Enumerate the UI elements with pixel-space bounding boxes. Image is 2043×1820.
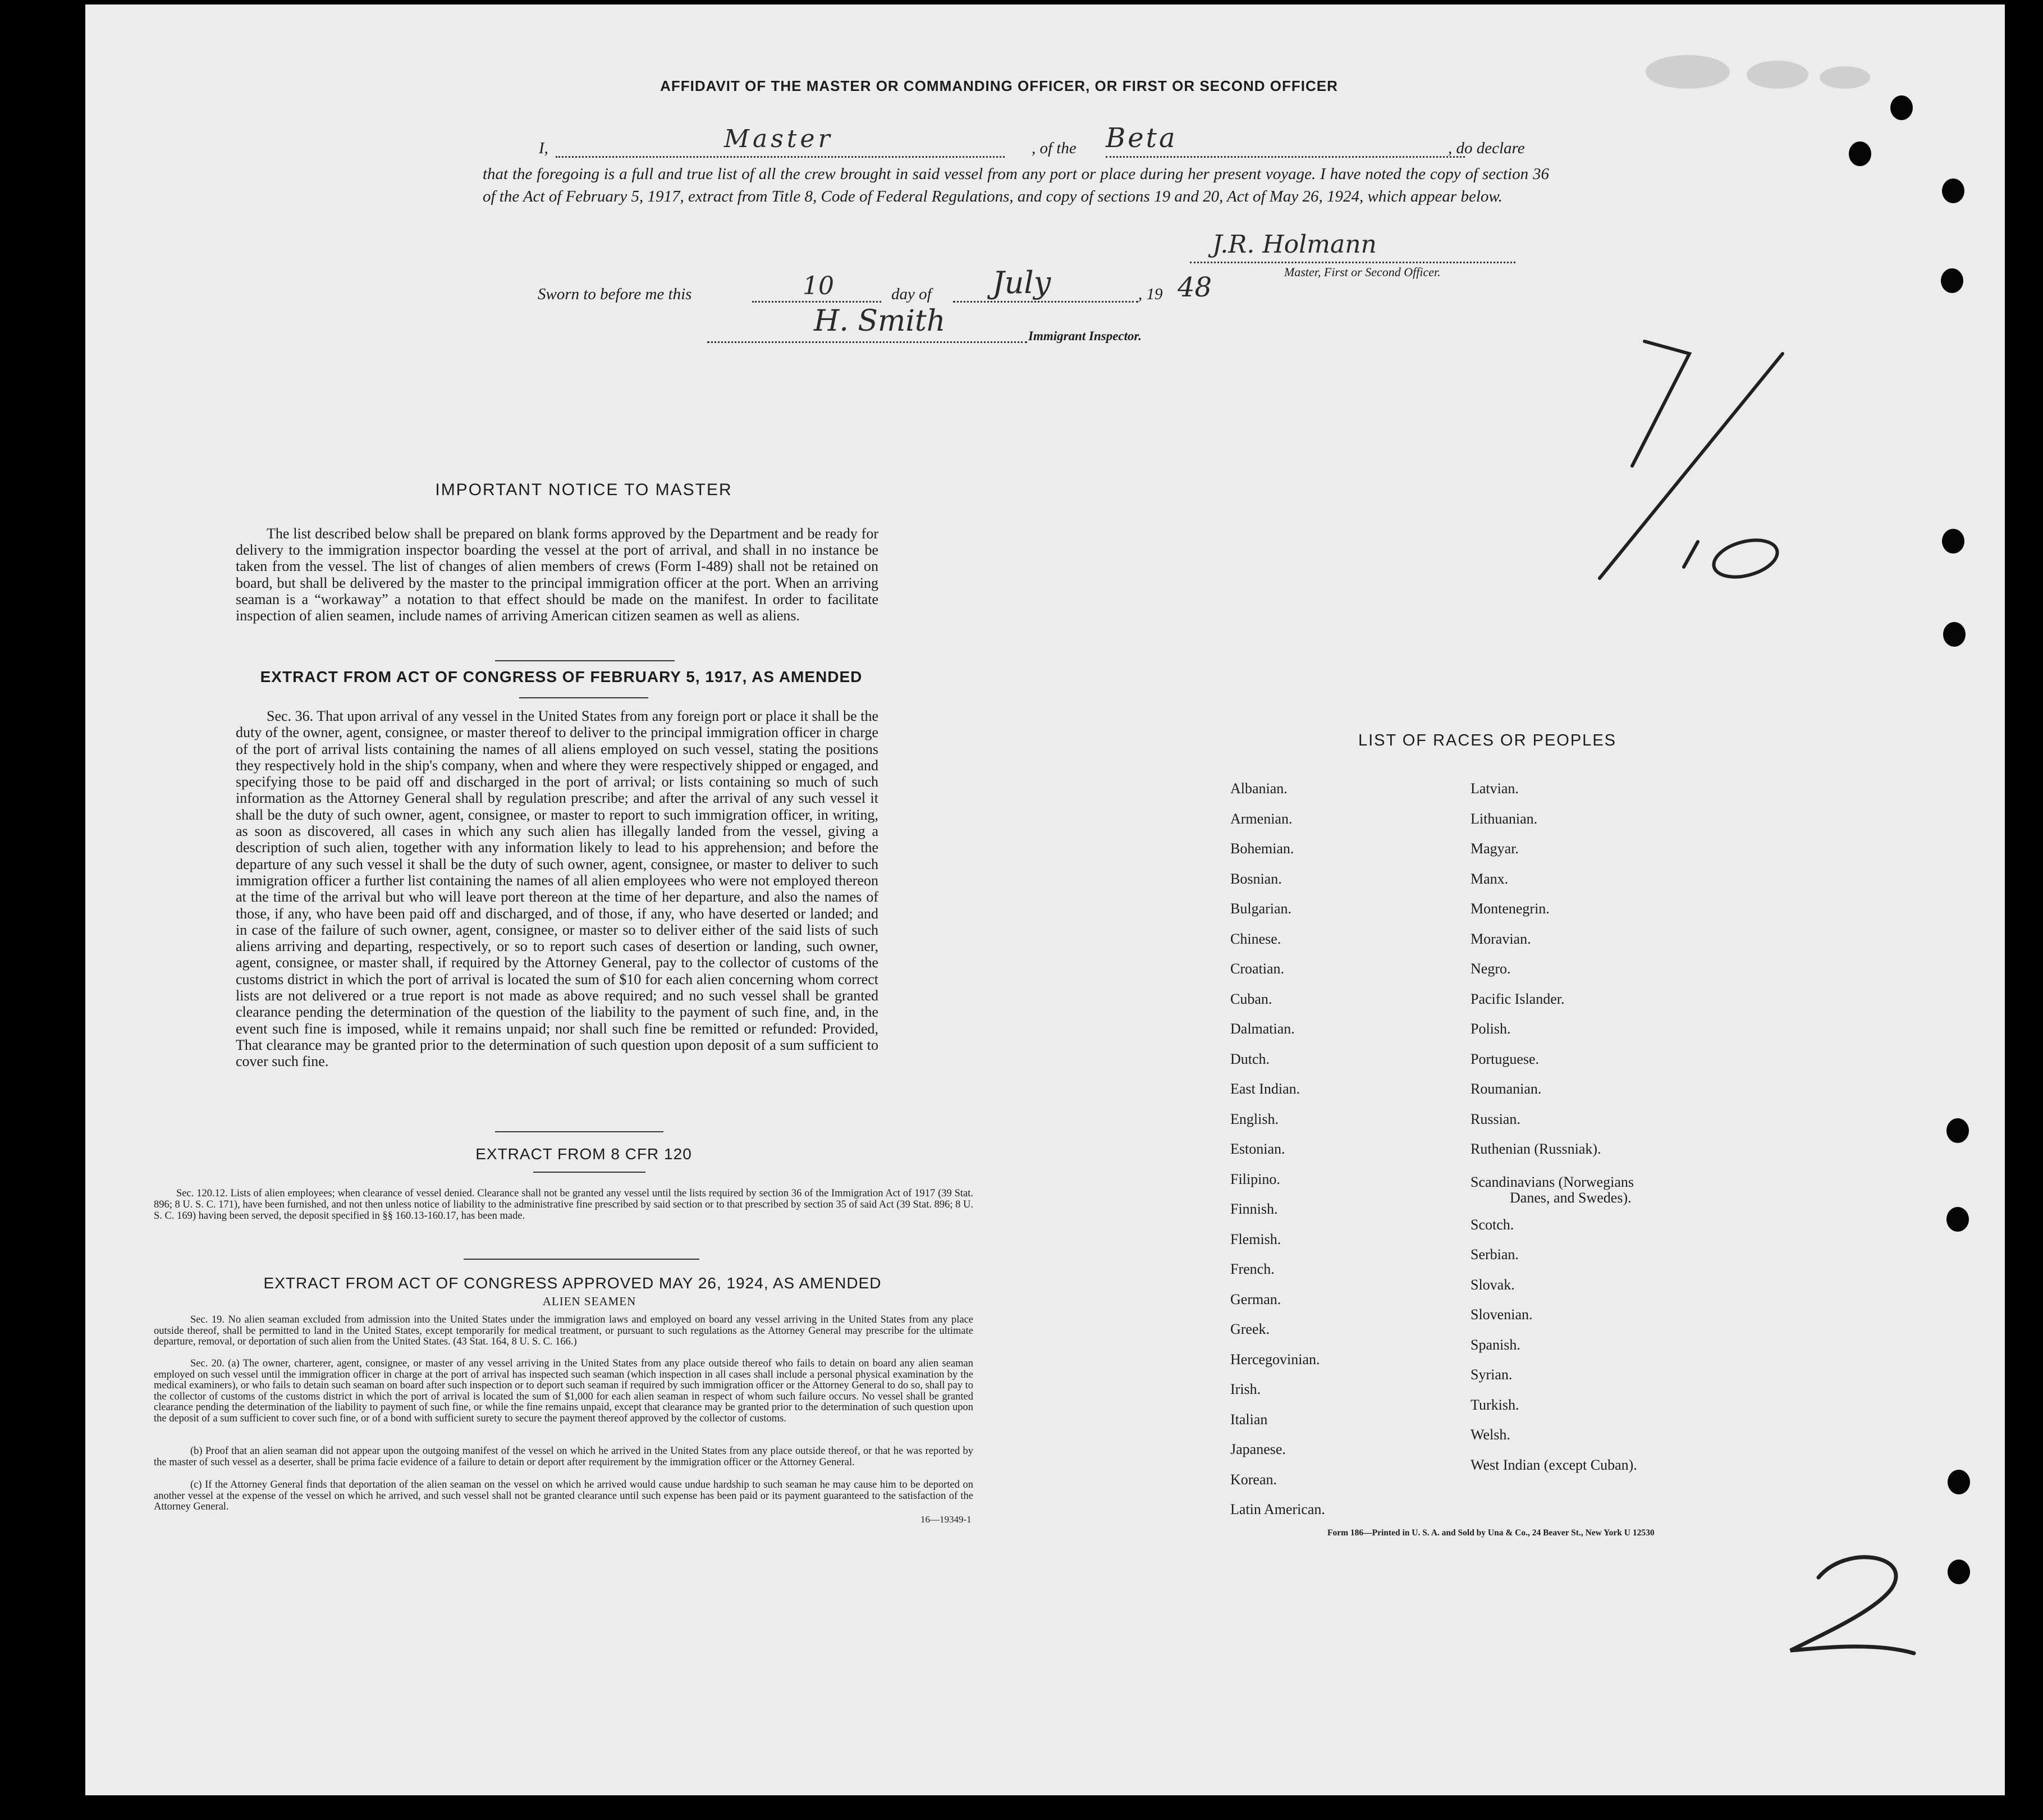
race-item: Chinese. (1230, 930, 1281, 947)
master-name-value: Master (724, 125, 833, 153)
punch-hole (1942, 179, 1964, 203)
year-value: 48 (1178, 272, 1212, 303)
races-right-column (1471, 774, 1637, 1480)
race-item: Syrian. (1471, 1366, 1513, 1383)
affidavit-body: that the foregoing is a full and true list of all the crew brought in said vessel from any port or place during her present voyage. I have noted the copy of section 36 of the Act of February 5, 1917, extract from Title 8, Code of Federal Regulations, and copy of sections 19 and 20, Act of May 26, 1924, which appear below. (483, 165, 1549, 205)
extract-1924-sec19: Sec. 19. No alien seaman excluded from admission into the United States under the immigration laws and employed on board any vessel arriving in the United States from any place outside thereof, shall be permitted to land in the United States, except temporarily for medical treatment, or pursuant to such regulations as the Attorney General may prescribe for the ultimate departure, removal, or deportation of such alien from the United States. (43 Stat. 164, 8 U. S. C. 166.) (154, 1314, 973, 1348)
day-field (752, 272, 881, 303)
label-year: , 19 (1138, 285, 1163, 303)
month-field (953, 265, 1138, 303)
punch-hole (1948, 1560, 1970, 1584)
race-item: Lithuanian. (1471, 810, 1538, 827)
fraction-annotation (1560, 331, 1796, 589)
section-divider (495, 1131, 663, 1132)
race-item: Greek. (1230, 1321, 1270, 1337)
label-i: I, (539, 139, 548, 157)
race-item: Slovak. (1471, 1276, 1515, 1293)
officer-signature-caption: Master, First or Second Officer. (1284, 265, 1441, 279)
ink-smudge (1646, 55, 1730, 89)
extract-1924-form-number: 16—19349-1 (920, 1514, 972, 1525)
race-item: Armenian. (1230, 810, 1293, 827)
races-title: LIST OF RACES OR PEOPLES (1358, 731, 1617, 749)
officer-signature-field (1190, 230, 1515, 263)
race-item: Dalmatian. (1230, 1021, 1295, 1037)
punch-hole (1942, 529, 1964, 554)
extract-1924-sec20b: (b) Proof that an alien seaman did not appear upon the outgoing manifest of the vessel on which he arrived in the United States from any place outside thereof, or that he was reported by the master of such vessel as a deserter, shall be prima facie evidence of a failure to detain or deport after requirement by the immigration officer or the Attorney General. (154, 1446, 973, 1468)
month-value: July (992, 265, 1051, 300)
affidavit-title: AFFIDAVIT OF THE MASTER OR COMMANDING OFFICER, OR FIRST OR SECOND OFFICER (660, 77, 1338, 94)
race-item: Scandinavians (Norwegians (1471, 1173, 1634, 1190)
race-item: Hercegovinian. (1230, 1351, 1320, 1368)
race-item: English. (1230, 1110, 1279, 1127)
punch-hole (1946, 1118, 1969, 1143)
race-item: West Indian (except Cuban). (1471, 1456, 1637, 1473)
day-value: 10 (803, 272, 834, 300)
section-divider (533, 1172, 645, 1173)
race-item: German. (1230, 1291, 1281, 1307)
vessel-name-field (1106, 122, 1465, 158)
section-divider (464, 1259, 699, 1260)
race-item: Spanish. (1471, 1336, 1520, 1353)
race-item: Latvian. (1471, 780, 1519, 797)
extract-1924-sec20a: Sec. 20. (a) The owner, charterer, agent, consignee, or master of any vessel arriving in the United States from any place outside thereof who fails to detain on board any alien seaman employed on such vessel until the immigration officer in charge at the port of arrival has inspected such seaman (which inspection in all cases shall include a personal physical examination by the medical examiners), or who fails to detain such seaman on board after such inspection or to deport such seaman if required by such immigration officer or the Attorney General to do so, shall pay to the collector of customs of the customs district in which the port of arrival is located the sum of $1,000 for each alien seaman in respect of whom such failure occurs. No vessel shall be granted clearance pending the determination of the liability to payment of such fine, or while the fine remains unpaid, except that clearance may be granted prior to the determination of such question upon the deposit of a sum sufficient to cover such fine, or of a bond with sufficient surety to secure the payment thereof approved by the collector of customs. (154, 1358, 973, 1424)
race-item: Manx. (1471, 870, 1509, 887)
race-item: Irish. (1230, 1381, 1261, 1397)
race-item: Danes, and Swedes). (1510, 1189, 1632, 1206)
race-item: Portuguese. (1471, 1050, 1540, 1067)
race-item: Negro. (1471, 961, 1511, 977)
race-item: Slovenian. (1471, 1306, 1533, 1323)
extract-cfr-body: Sec. 120.12. Lists of alien employees; when clearance of vessel denied. Clearance shall not be granted any vessel until the lists required by section 36 of the Immigration Act of 1917 (39 Stat. 896; 8 U. S. C. 171), have been furnished, and not then unless notice of liability to the administrative fine prescribed by said section or to that prescribed by section 35 of said Act (39 Stat. 896; 8 U. S. C. 169) having been served, the deposit specified in §§ 160.13-160.17, has been made. (154, 1188, 973, 1222)
race-item: Scotch. (1471, 1216, 1514, 1233)
race-item: Flemish. (1230, 1231, 1281, 1247)
notice-title: IMPORTANT NOTICE TO MASTER (435, 481, 732, 499)
sworn-line (538, 265, 1267, 309)
race-item: Bulgarian. (1230, 900, 1292, 917)
extract-1917-body: Sec. 36. That upon arrival of any vessel in the United States from any foreign port or place it shall be the duty of the owner, agent, consignee, or master thereof to deliver to the principal immigration officer in charge of the port of arrival lists containing the names of all aliens employed on such vessel, stating the positions they respectively hold in the ship's company, when and where they were respectively shipped or engaged, and specifying those to be paid off and discharged in the port of arrival; or lists containing so much of such information as the Attorney General shall by regulation prescribe; and after the arrival of any such vessel it shall be the duty of such owner, agent, consignee, or master to report to such immigration officer, in writing, as soon as discovered, all cases in which any such alien has illegally landed from the vessel, giving a description of such alien, together with any information likely to lead to his apprehension; and before the departure of any such vessel it shall be the duty of such owner, agent, consignee, or master to deliver to such immigration officer a further list containing the names of all alien employees who were not employed thereon at the time of the arrival but who will leave port thereon at the time of her departure, and also the names of those, if any, who have been paid off and discharged, and of those, if any, who have deserted or landed; and in case of the failure of such owner, agent, consignee, or master so to deliver either of the said lists of such aliens arriving and departing, respectively, or so to report such cases of desertion or landing, such owner, agent, consignee, or master shall, if required by the Attorney General, pay to the collector of customs of the customs district in which the port of arrival is located the sum of $10 for each alien concerning whom correct lists are not delivered or a true report is not made as above required; and no such vessel shall be granted clearance pending the determination of the question of the liability to the payment of such fine, and, in the event such fine is imposed, while it remains unpaid; nor shall such fine be remitted or refunded: Provided, That clearance may be granted prior to the determination of such question upon deposit of a sum sufficient to cover such fine. (236, 708, 878, 1070)
ink-smudge (1820, 66, 1870, 89)
race-item: Moravian. (1471, 930, 1531, 947)
page-number-drawing (1779, 1538, 1936, 1662)
races-left-column (1230, 774, 1325, 1525)
race-item: French. (1230, 1261, 1275, 1277)
race-item: Dutch. (1230, 1050, 1270, 1067)
ink-smudge (1747, 61, 1808, 89)
master-name-field (556, 125, 1005, 158)
race-item: Roumanian. (1471, 1081, 1542, 1097)
form-printer-footer: Form 186—Printed in U. S. A. and Sold by Una & Co., 24 Beaver St., New York U 12530 (1327, 1528, 1655, 1538)
punch-hole (1943, 622, 1966, 647)
race-item: Latin American. (1230, 1501, 1325, 1517)
inspector-signature-field (707, 304, 1027, 343)
race-item: Turkish. (1471, 1396, 1519, 1413)
page-number-annotation (1779, 1538, 1936, 1662)
notice-body: The list described below shall be prepared on blank forms approved by the Department and be ready for delivery to the immigration inspector boarding the vessel at the port of arrival, and shall in no instance be taken from the vessel. The list of changes of alien members of crews (Form I-489) shall not be retained on board, but shall be delivered by the master to the principal immigration officer at the port. When an arriving seaman is a “workaway” a notation to that effect should be made on the manifest. In order to facilitate inspection of alien seamen, include names of arriving American citizen seamen as well as aliens. (236, 525, 878, 624)
label-of-the: , of the (1032, 139, 1077, 157)
fraction-annotation-drawing (1560, 331, 1796, 589)
race-item: Finnish. (1230, 1201, 1278, 1217)
race-item: Albanian. (1230, 780, 1288, 797)
race-item: Magyar. (1471, 840, 1519, 857)
punch-hole (1941, 268, 1963, 293)
officer-signature-value: J.R. Holmann (1212, 230, 1377, 259)
race-item: Montenegrin. (1471, 900, 1550, 917)
race-item: Korean. (1230, 1471, 1277, 1488)
section-divider (519, 697, 648, 698)
race-item: Serbian. (1471, 1246, 1519, 1263)
race-item: Italian (1230, 1411, 1268, 1428)
extract-1924-subtitle: ALIEN SEAMEN (542, 1295, 636, 1308)
extract-1924-title: EXTRACT FROM ACT OF CONGRESS APPROVED MAY 26, 1924, AS AMENDED (263, 1274, 882, 1292)
inspector-signature-value: H. Smith (814, 304, 946, 338)
extract-1917-title: EXTRACT FROM ACT OF CONGRESS OF FEBRUARY 5, 1917, AS AMENDED (260, 668, 863, 685)
section-divider (495, 660, 675, 661)
race-item: Filipino. (1230, 1170, 1280, 1187)
race-item: Russian. (1471, 1110, 1520, 1127)
race-item: Bohemian. (1230, 840, 1294, 857)
race-item: East Indian. (1230, 1081, 1300, 1097)
label-day-of: day of (891, 285, 932, 303)
vessel-name-value: Beta (1106, 122, 1178, 154)
race-item: Cuban. (1230, 990, 1272, 1007)
race-item: Japanese. (1230, 1441, 1286, 1457)
race-item: Estonian. (1230, 1141, 1285, 1157)
race-item: Pacific Islander. (1471, 990, 1565, 1007)
label-do-declare: , do declare (1448, 139, 1525, 157)
inspector-signature-caption: Immigrant Inspector. (1028, 329, 1142, 343)
punch-hole (1849, 141, 1871, 166)
race-item: Bosnian. (1230, 870, 1282, 887)
extract-cfr-title: EXTRACT FROM 8 CFR 120 (475, 1145, 692, 1163)
affidavit-declaration-line (539, 122, 1549, 163)
label-sworn: Sworn to before me this (538, 285, 692, 303)
race-item: Croatian. (1230, 961, 1285, 977)
punch-hole (1946, 1207, 1969, 1232)
extract-1924-sec20c: (c) If the Attorney General finds that deportation of the alien seaman on the vessel on which he arrived would cause undue hardship to such seaman he may cause him to be deported on another vessel at the expense of the vessel on which he arrived, and such vessel shall not be granted clearance until such expense has been paid or its payment guaranteed to the satisfaction of the Attorney General. (154, 1479, 973, 1513)
punch-hole (1948, 1470, 1970, 1494)
punch-hole (1890, 95, 1913, 120)
race-item: Ruthenian (Russniak). (1471, 1141, 1601, 1157)
race-item: Polish. (1471, 1021, 1511, 1037)
race-item: Welsh. (1471, 1426, 1510, 1443)
